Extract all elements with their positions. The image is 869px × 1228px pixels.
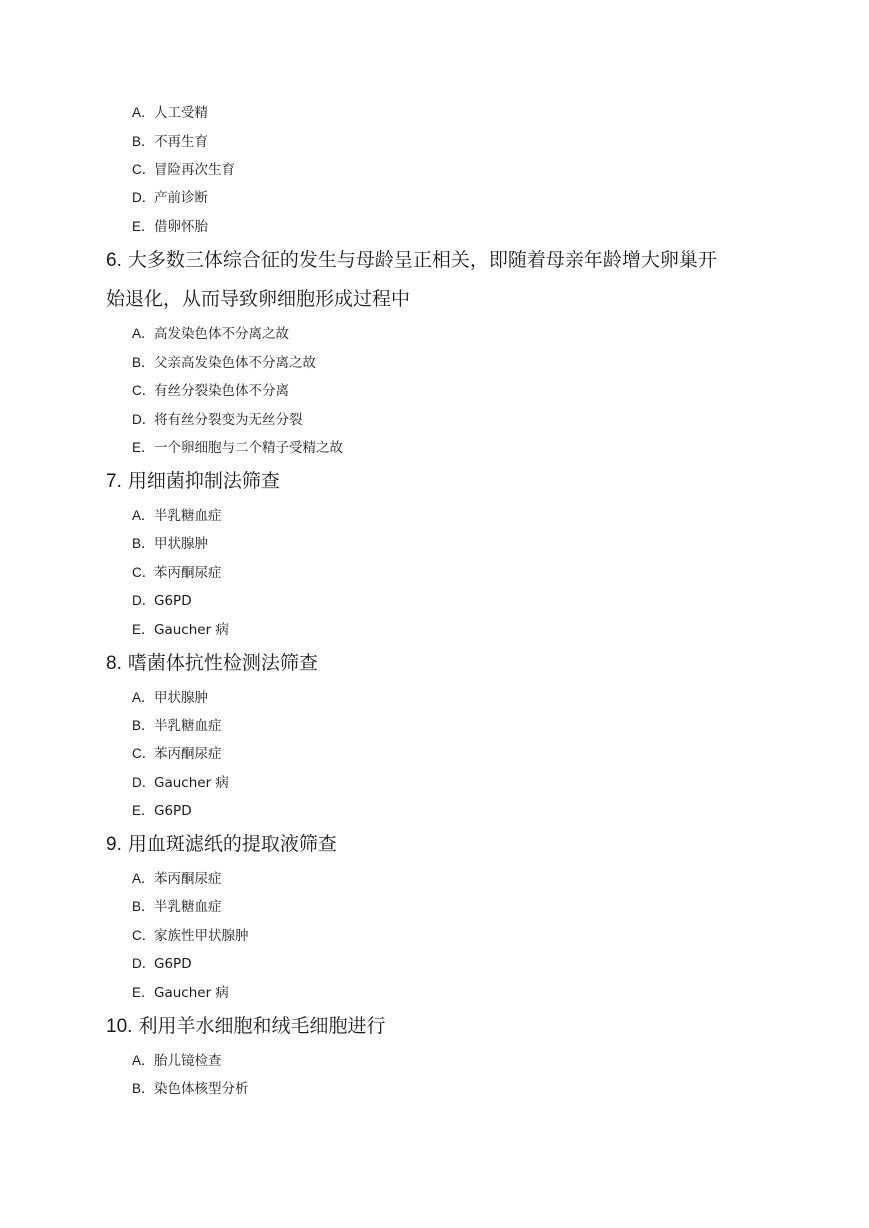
option-letter: C．: [132, 565, 156, 580]
question-8: [106, 651, 318, 676]
option-text: 借卵怀胎: [154, 219, 208, 235]
question-text: 用细菌抑制法筛查: [127, 470, 280, 492]
question-text: 用血斑滤纸的提取液筛查: [127, 833, 337, 855]
option-text: 高发染色体不分离之故: [154, 326, 289, 342]
option-7-e: [132, 621, 229, 639]
option-letter: C．: [132, 928, 156, 943]
option-text: 胎儿镜检查: [154, 1053, 222, 1069]
option-9-a: [132, 870, 222, 888]
option-letter: C．: [132, 746, 156, 761]
option-5-a: [132, 104, 208, 122]
option-text: 苯丙酮尿症: [154, 871, 222, 887]
option-7-d: [132, 592, 192, 610]
option-letter: A．: [132, 326, 155, 341]
question-6-line-2: [106, 287, 410, 311]
option-text: 甲状腺肿: [154, 536, 208, 552]
option-text: Gaucher 病: [154, 985, 229, 1001]
option-7-a: [132, 507, 222, 525]
option-letter: C．: [132, 162, 156, 177]
question-number: 9.: [106, 834, 122, 855]
option-letter: D．: [132, 956, 156, 971]
question-9: [106, 832, 337, 857]
option-text: 父亲高发染色体不分离之故: [154, 355, 316, 371]
option-letter: E．: [132, 440, 155, 455]
option-letter: C．: [132, 383, 156, 398]
option-letter: A．: [132, 690, 155, 705]
question-number: 7.: [106, 471, 122, 492]
option-6-c: [132, 382, 289, 400]
option-9-e: [132, 984, 229, 1002]
option-text: Gaucher 病: [154, 622, 229, 638]
option-text: G6PD: [154, 956, 192, 972]
option-7-b: [132, 535, 208, 553]
option-8-b: [132, 717, 222, 735]
question-6-line-1: [106, 248, 717, 273]
option-text: 产前诊断: [154, 190, 208, 206]
option-letter: B．: [132, 134, 155, 149]
option-letter: D．: [132, 775, 156, 790]
option-letter: B．: [132, 1081, 155, 1096]
option-6-a: [132, 325, 289, 343]
option-6-b: [132, 354, 316, 372]
option-letter: E．: [132, 985, 155, 1000]
option-7-c: [132, 564, 222, 582]
question-number: 10.: [106, 1016, 133, 1037]
option-text: 染色体核型分析: [154, 1081, 249, 1097]
option-letter: B．: [132, 899, 155, 914]
question-10: [106, 1014, 385, 1039]
option-text: G6PD: [154, 593, 192, 609]
option-6-e: [132, 439, 343, 457]
option-text: 一个卵细胞与二个精子受精之故: [154, 440, 343, 456]
option-5-e: [132, 218, 208, 236]
option-text: 苯丙酮尿症: [154, 565, 222, 581]
option-text: 不再生育: [154, 134, 208, 150]
option-letter: B．: [132, 718, 155, 733]
option-8-c: [132, 745, 222, 763]
question-number: 8.: [106, 653, 122, 674]
question-text: 嗜菌体抗性检测法筛查: [127, 652, 318, 674]
option-letter: E．: [132, 219, 155, 234]
option-text: 人工受精: [154, 105, 208, 121]
option-5-d: [132, 189, 208, 207]
question-number: 6.: [106, 250, 122, 271]
option-8-e: [132, 802, 192, 820]
option-letter: A．: [132, 1053, 155, 1068]
option-10-b: [132, 1080, 249, 1098]
option-letter: A．: [132, 871, 155, 886]
option-5-b: [132, 133, 208, 151]
option-text: 半乳糖血症: [154, 718, 222, 734]
question-text: 大多数三体综合征的发生与母龄呈正相关，即随着母亲年龄增大卵巢开: [127, 249, 717, 271]
option-text: 家族性甲状腺肿: [154, 928, 249, 944]
question-text: 利用羊水细胞和绒毛细胞进行: [138, 1015, 386, 1037]
option-10-a: [132, 1052, 222, 1070]
option-text: 半乳糖血症: [154, 899, 222, 915]
option-letter: A．: [132, 105, 155, 120]
question-7: [106, 469, 280, 494]
option-text: 有丝分裂染色体不分离: [154, 383, 289, 399]
option-text: 甲状腺肿: [154, 690, 208, 706]
option-letter: D．: [132, 593, 156, 608]
option-6-d: [132, 411, 303, 429]
option-letter: E．: [132, 803, 155, 818]
option-text: 冒险再次生育: [154, 162, 235, 178]
option-text: Gaucher 病: [154, 775, 229, 791]
option-text: 半乳糖血症: [154, 508, 222, 524]
option-letter: A．: [132, 508, 155, 523]
option-letter: E．: [132, 622, 155, 637]
option-letter: B．: [132, 355, 155, 370]
option-5-c: [132, 161, 235, 179]
question-text: 始退化，从而导致卵细胞形成过程中: [106, 288, 411, 310]
option-text: G6PD: [154, 803, 192, 819]
option-text: 苯丙酮尿症: [154, 746, 222, 762]
option-text: 将有丝分裂变为无丝分裂: [154, 412, 303, 428]
option-9-d: [132, 955, 192, 973]
option-letter: D．: [132, 190, 156, 205]
option-8-d: [132, 774, 229, 792]
option-letter: B．: [132, 536, 155, 551]
option-letter: D．: [132, 412, 156, 427]
option-9-c: [132, 927, 249, 945]
option-8-a: [132, 689, 208, 707]
option-9-b: [132, 898, 222, 916]
